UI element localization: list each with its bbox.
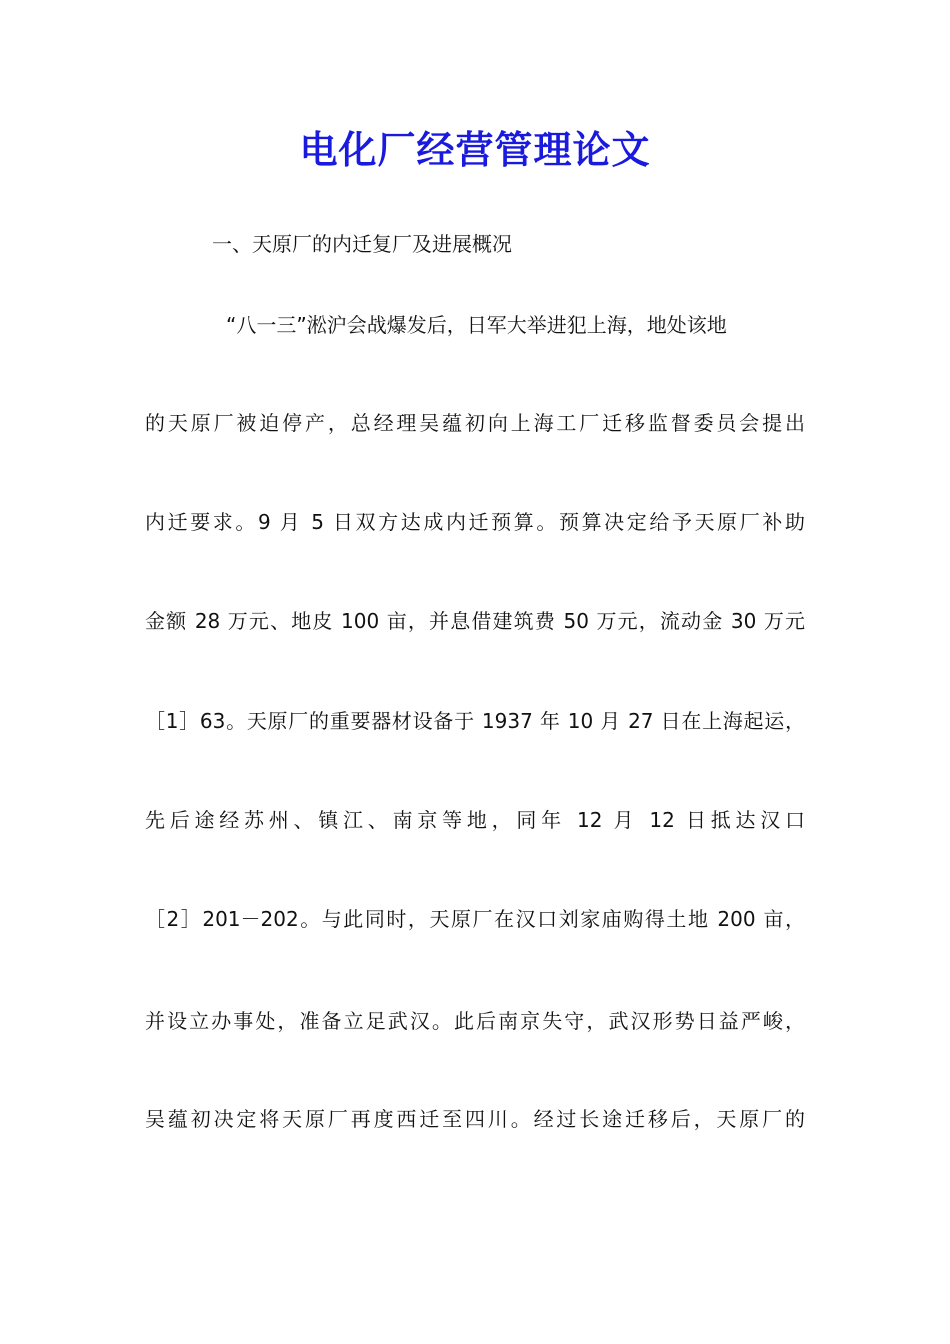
paragraph-line: ［2］201－202。与此同时，天原厂在汉口刘家庙购得土地 200 亩， [145,907,805,931]
document-title: 电化厂经营管理论文 [299,127,651,172]
paragraph-line: 内迁要求。9 月 5 日双方达成内迁预算。预算决定给予天原厂补助 [145,510,805,534]
paragraph-line: 吴蕴初决定将天原厂再度西迁至四川。经过长途迁移后，天原厂的 [145,1107,805,1131]
paragraph-line: 的天原厂被迫停产，总经理吴蕴初向上海工厂迁移监督委员会提出 [145,411,805,435]
paragraph-line: 先后途经苏州、镇江、南京等地，同年 12 月 12 日抵达汉口 [145,808,805,832]
paragraph-line: “八一三”淞沪会战爆发后，日军大举进犯上海，地处该地 [226,313,727,337]
paragraph-line: ［1］63。天原厂的重要器材设备于 1937 年 10 月 27 日在上海起运， [145,709,805,733]
section-heading: 一、天原厂的内迁复厂及进展概况 [212,232,512,256]
paragraph-line: 金额 28 万元、地皮 100 亩，并息借建筑费 50 万元，流动金 30 万元 [145,609,805,633]
paragraph-line: 并设立办事处，准备立足武汉。此后南京失守，武汉形势日益严峻， [145,1009,805,1033]
